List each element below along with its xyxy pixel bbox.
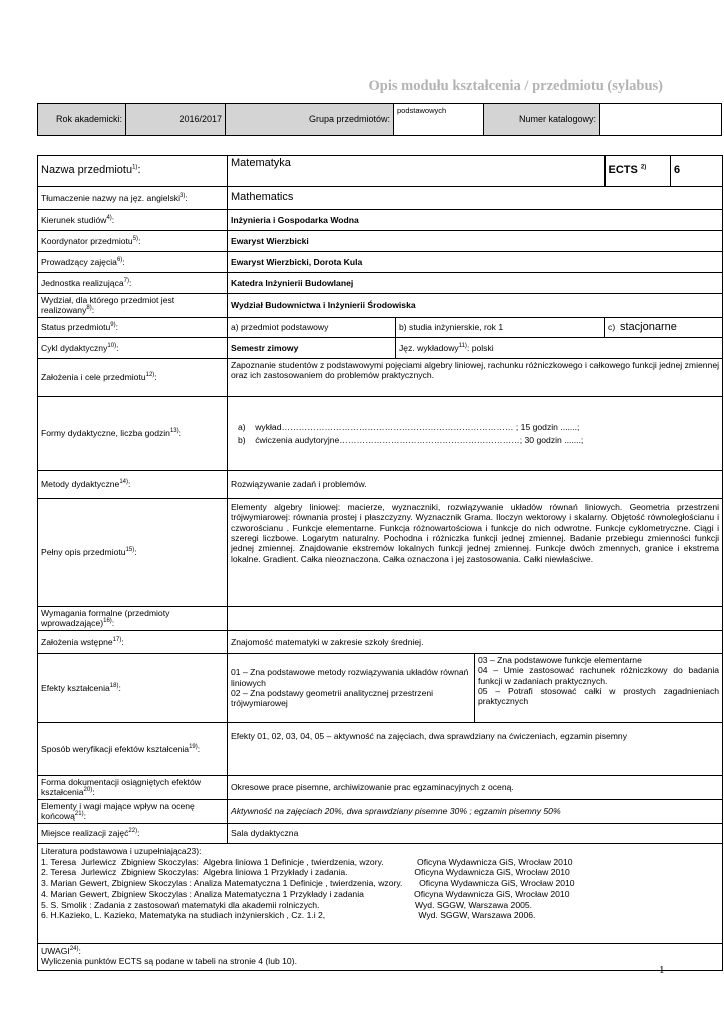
outcome-item: 02 – Zna podstawy geometrii analitycznej przestrzeni trójwymiarowej [231, 688, 434, 709]
literature-item: 5. S. Smolik : Zadania z zastosowań matematyki dla akademii rolniczych. Wyd. SGGW, Warszawa 2005. [41, 899, 533, 910]
weights-value: Aktywność na zajęciach 20%, dwa sprawdziany pisemne 30% ; egzamin pisemny 50% [228, 800, 723, 824]
verification-value: Efekty 01, 02, 03, 04, 05 – aktywność na zajęciach, dwa sprawdziany na ćwiczeniach, egzamin pisemny [228, 723, 723, 776]
status-c: c) stacjonarne [605, 318, 723, 338]
translation-value: Mathematics [228, 187, 723, 210]
catalog-label: Numer katalogowy: [484, 104, 600, 136]
formal-req-value [228, 607, 723, 631]
group-label: Grupa przedmiotów: [226, 104, 394, 136]
place-label: Miejsce realizacji zajęć$^{22)}$: [38, 824, 228, 844]
ects-value: 6 [671, 156, 723, 187]
outcomes-right [475, 654, 723, 723]
group-value: podstawowych [394, 104, 484, 136]
full-desc-value: Elementy algebry liniowej: macierze, wyznaczniki, rozwiązywanie układów równań liniowych. Geometria przestrzeni trójwymiarowej: równania prostej i płaszczyzny. Wyznacznik Grama. Iloczyn wektorowy i skalarny. Objętość równoległościanu i czworościanu . Funkcje elementarne. Funkcja różnowartościowa i funkcje do nich odwrotne. Funkcje cyklometryczne. Ciągi i szeregi liczbowe. Logarytm naturalny. Pochodna i różniczka funkcji jednej zmiennej. Badanie przebiegu zmienności funkcji jednej zmiennej. Znajdowanie ekstremów lokalnych funkcji jednej zmiennej. Funkcje dwóch zmennych, granice i ekstrema lokalne. Gradient. Całka nieoznaczona. Całka oznaczona i jej zastosowania. Całki niewłaściwe. [228, 499, 723, 607]
weights-label: Elementy i wagi mające wpływ na ocenę końcową$^{21)}$: [38, 800, 228, 824]
academic-year-value: 2016/2017 [126, 104, 226, 136]
outcome-item: 05 – Potrafi stosować całki w prostych zagadnieniach praktycznych [478, 685, 720, 707]
literature-item: 6. H.Kazieko, L. Kazieko, Matematyka na studiach inżynierskich , Cz. 1.i 2, Wyd. SGGW, Warszawa 2006. [41, 910, 536, 921]
cycle-label: Cykl dydaktyczny$^{10)}$: [38, 338, 228, 359]
outcome-item: 01 – Zna podstawowe metody rozwiązywania układów równań liniowych [231, 667, 469, 688]
notes-label: UWAGI$^{24)}$: [41, 946, 81, 956]
outcome-item: 04 – Umie zastosować rachunek różniczkowy do badania funkcji w zadaniach praktycznych. [478, 665, 720, 686]
unit-value: Katedra Inżynierii Budowlanej [228, 273, 723, 294]
faculty-value: Wydział Budownictwa i Inżynierii Środowiska [228, 294, 723, 318]
faculty-label: Wydział, dla którego przedmiot jest realizowany$^{8)}$: [38, 294, 228, 318]
literature-item: 4. Marian Gewert, Zbigniew Skoczylas : Analiza Matematyczna 1 Przykłady i zadania Oficyna Wydawnicza GiS, Wrocław 2010 [41, 888, 570, 899]
outcomes-label: Efekty kształcenia$^{18)}$: [38, 654, 228, 723]
form-item: b) ćwiczenia audytoryjne………………………………………………………; 30 godzin .......; [238, 435, 584, 445]
field-value: Inżynieria i Gospodarka Wodna [228, 210, 723, 231]
instructors-value: Ewaryst Wierzbicki, Dorota Kula [228, 252, 723, 273]
methods-value: Rozwiązywanie zadań i problemów. [228, 471, 723, 499]
ects-label: ECTS $^{2)}$ [605, 156, 671, 187]
literature-item: 1. Teresa Jurlewicz Zbigniew Skoczylas: Algebra liniowa 1 Definicje , twierdzenia, wzory. Oficyna Wydawnicza GiS, Wrocław 2010 [41, 856, 573, 867]
course-name-label: Nazwa przedmiotu$^{1)}$: [38, 156, 228, 187]
form-item: a) wykład……………………………………………………………………… ; 15 godzin .......; [238, 421, 580, 432]
lang-value: Jęz. wykładowy$^{11)}$: polski [396, 338, 723, 359]
forms-label: Formy dydaktyczne, liczba godzin$^{13)}$: [38, 397, 228, 471]
coordinator-value: Ewaryst Wierzbicki [228, 231, 723, 252]
field-label: Kierunek studiów$^{4)}$: [38, 210, 228, 231]
full-desc-label: Pełny opis przedmiotu$^{15)}$: [38, 499, 228, 607]
notes-section [38, 944, 723, 971]
methods-label: Metody dydaktyczne$^{14)}$: [38, 471, 228, 499]
translation-label: Tłumaczenie nazwy na jęz. angielski$^{3)}$: [38, 187, 228, 210]
documentation-label: Forma dokumentacji osiągniętych efektów kształcenia$^{20)}$: [38, 776, 228, 800]
status-a: a) przedmiot podstawowy [228, 318, 396, 338]
prereq-value: Znajomość matematyki w zakresie szkoły średniej. [228, 631, 723, 654]
literature-item: 2. Teresa Jurlewicz Zbigniew Skoczylas: Algebra liniowa 1 Przykłady i zadania. Oficyna Wydawnicza GiS, Wrocław 2010 [41, 867, 570, 878]
instructors-label: Prowadzący zajęcia$^{6)}$: [38, 252, 228, 273]
goals-value: Zapoznanie studentów z podstawowymi pojęciami algebry liniowej, rachunku różniczkowego i całkowego funkcji jednej zmiennej oraz ich zastosowaniem do problemów praktycznych. [228, 359, 723, 397]
prereq-label: Założenia wstępne$^{17)}$: [38, 631, 228, 654]
status-b: b) studia inżynierskie, rok 1 [396, 318, 605, 338]
row-course-name [38, 156, 723, 187]
coordinator-label: Koordynator przedmiotu$^{5)}$: [38, 231, 228, 252]
literature-item: 3. Marian Gewert, Zbigniew Skoczylas : Analiza Matematyczna 1 Definicje , twierdzenia, wzory. Oficyna Wydawnicza GiS, Wrocław 2010 [41, 878, 575, 889]
literature-section [38, 844, 723, 944]
meta-table [37, 103, 722, 136]
unit-label: Jednostka realizująca$^{7)}$: [38, 273, 228, 294]
literature-title: Literatura podstawowa i uzupełniająca23): [41, 846, 202, 856]
catalog-value [600, 104, 722, 136]
documentation-value: Okresowe prace pisemne, archiwizowanie prac egzaminacyjnych z oceną. [228, 776, 723, 800]
place-value: Sala dydaktyczna [228, 824, 723, 844]
syllabus-table [37, 155, 723, 971]
verification-label: Sposób weryfikacji efektów kształcenia$^{19)}$: [38, 723, 228, 776]
page-number: 1 [659, 964, 665, 976]
status-label: Status przedmiotu$^{9)}$: [38, 318, 228, 338]
notes-value: Wyliczenia punktów ECTS są podane w tabeli na stronie 4 (lub 10). [41, 956, 297, 967]
outcomes-left [228, 654, 475, 723]
academic-year-label: Rok akademicki: [38, 104, 126, 136]
cycle-value: Semestr zimowy [228, 338, 396, 359]
course-name-value: Matematyka [228, 156, 605, 187]
forms-value [228, 397, 723, 471]
formal-req-label: Wymagania formalne (przedmioty wprowadzające)$^{16)}$: [38, 607, 228, 631]
document-title: Opis modułu kształcenia / przedmiotu (sylabus) [368, 78, 663, 94]
goals-label: Założenia i cele przedmiotu$^{12)}$: [38, 359, 228, 397]
outcome-item: 03 – Zna podstawowe funkcje elementarne [478, 655, 642, 665]
